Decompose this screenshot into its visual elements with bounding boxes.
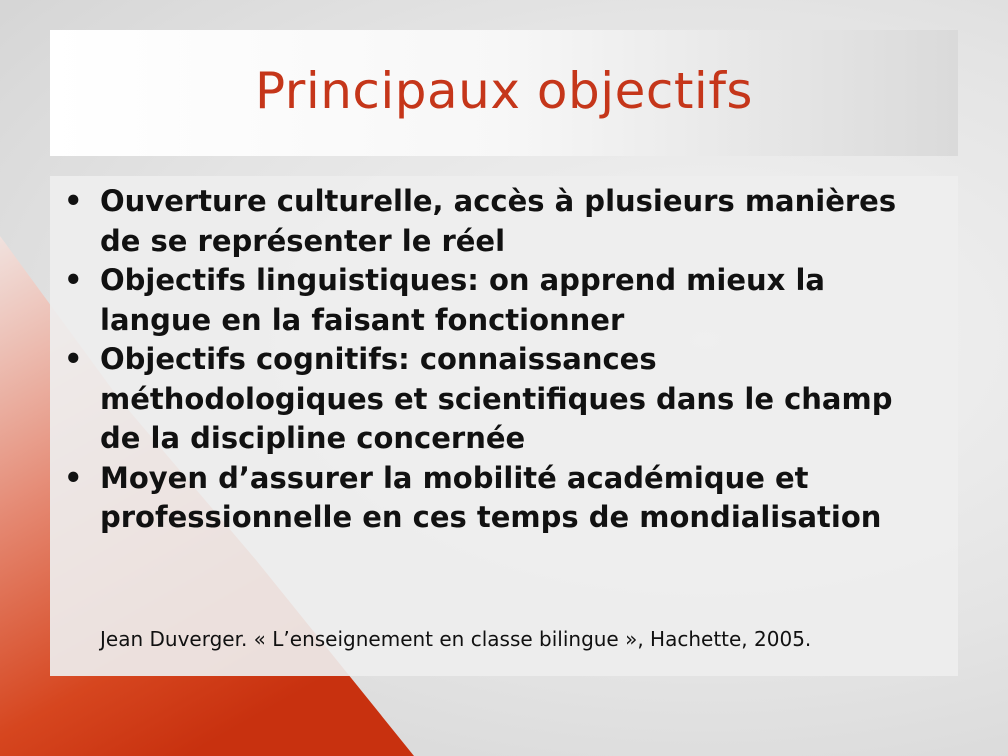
bullet-item (64, 182, 934, 261)
bullet-item (64, 459, 934, 538)
bullet-text: Objectifs cognitifs: connaissances méthodologiques et scientifiques dans le champ de la discipline concernée (100, 342, 893, 455)
bullet-item (64, 261, 934, 340)
bullet-item (64, 340, 934, 459)
bullet-icon: • (64, 184, 83, 218)
bullet-text: Objectifs linguistiques: on apprend mieux la langue en la faisant fonctionner (100, 263, 825, 337)
bullet-icon: • (64, 342, 83, 376)
bullet-list (64, 182, 934, 538)
slide-title: Principaux objectifs (255, 62, 753, 120)
bullet-text: Moyen d’assurer la mobilité académique et professionnelle en ces temps de mondialisation (100, 460, 882, 534)
bullet-text: Ouverture culturelle, accès à plusieurs manières de se représenter le réel (100, 184, 897, 258)
citation-text: Jean Duverger. « L’enseignement en classe bilingue », Hachette, 2005. (100, 627, 812, 651)
bullet-icon: • (64, 263, 83, 297)
bullet-icon: • (64, 460, 83, 495)
